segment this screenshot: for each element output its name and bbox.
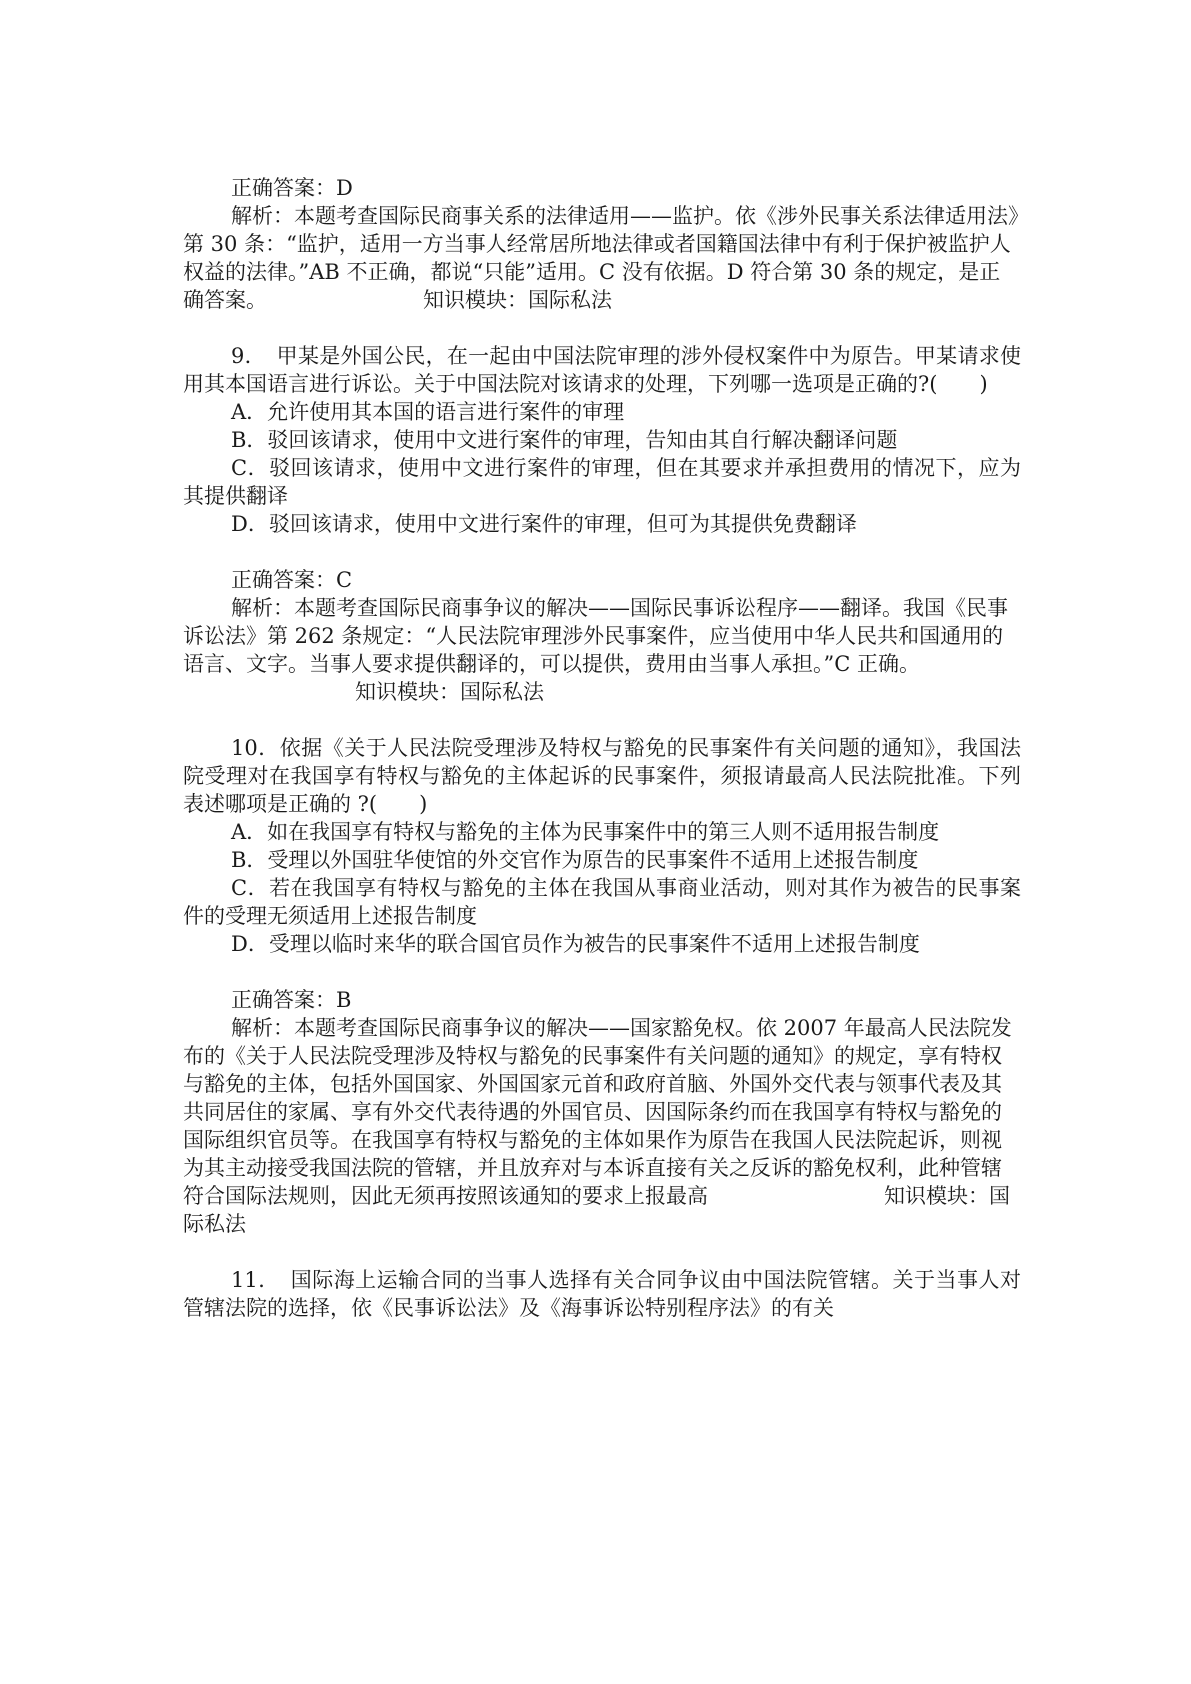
q9-answer: 正确答案：C [231,568,353,592]
q8-answer: 正确答案：D [231,176,353,200]
q10-analysis [183,1014,1021,1238]
spacer [183,958,1021,986]
spacer [183,1238,1021,1266]
q10-analysis-text: 解析：本题考查国际民商事争议的解决——国家豁免权。依 2007 年最高人民法院发布的《关于人民法院受理涉及特权与豁免的民事案件有关问题的通知》的规定，享有特权与豁免的主体，包括外国国家、外国国家元首和政府首脑、外国外交代表与领事代表及其共同居住的家属、享有外交代表待遇的外国官员、因国际条约而在我国享有特权与豁免的国际组织官员等。在我国享有特权与豁免的主体如果作为原告在我国人民法院起诉，则视为其主动接受我国法院的管辖，并且放弃对与本诉直接有关之反诉的豁免权利，此种管辖符合国际法规则，因此无须再按照该通知的要求上报最高 [183,1016,1012,1208]
spacer [183,706,1021,734]
q9-stem: 9． 甲某是外国公民，在一起由中国法院审理的涉外侵权案件中为原告。甲某请求使用其本国语言进行诉讼。关于中国法院对该请求的处理，下列哪一选项是正确的?( ) [183,344,1021,396]
q10-answer: 正确答案：B [231,988,352,1012]
q10-module: 知识模块：国际私法 [183,1184,1010,1236]
q8-analysis-text: 解析：本题考查国际民商事关系的法律适用——监护。依《涉外民事关系法律适用法》第 30 条：“监护，适用一方当事人经常居所地法律或者国籍国法律中有利于保护被监护人权益的法律。”AB 不正确，都说“只能”适用。C 没有依据。D 符合第 30 条的规定，是正确答案。 [183,204,1019,312]
q9-analysis [183,594,1021,706]
q10-option-a: A．如在我国享有特权与豁免的主体为民事案件中的第三人则不适用报告制度 [231,820,940,844]
q8-module: 知识模块：国际私法 [423,288,612,312]
q9-option-d: D．驳回该请求，使用中文进行案件的审理，但可为其提供免费翻译 [231,512,857,536]
q9-analysis-text: 解析：本题考查国际民商事争议的解决——国际民事诉讼程序——翻译。我国《民事诉讼法》第 262 条规定：“人民法院审理涉外民事案件，应当使用中华人民共和国通用的语言、文字。当事人要求提供翻译的，可以提供，费用由当事人承担。”C 正确。 [183,596,1008,676]
spacer [183,538,1021,566]
q9-module: 知识模块：国际私法 [355,680,544,704]
q8-analysis [183,202,1021,314]
q9-option-a: A．允许使用其本国的语言进行案件的审理 [231,400,625,424]
document-page [183,174,1021,1322]
q10-option-b: B．受理以外国驻华使馆的外交官作为原告的民事案件不适用上述报告制度 [231,848,919,872]
q10-stem: 10．依据《关于人民法院受理涉及特权与豁免的民事案件有关问题的通知》，我国法院受理对在我国享有特权与豁免的主体起诉的民事案件，须报请最高人民法院批准。下列表述哪项是正确的 ?( ) [183,736,1021,816]
q9-option-b: B．驳回该请求，使用中文进行案件的审理，告知由其自行解决翻译问题 [231,428,898,452]
q10-option-c: C．若在我国享有特权与豁免的主体在我国从事商业活动，则对其作为被告的民事案件的受理无须适用上述报告制度 [183,876,1021,928]
q11-stem: 11． 国际海上运输合同的当事人选择有关合同争议由中国法院管辖。关于当事人对管辖法院的选择，依《民事诉讼法》及《海事诉讼特别程序法》的有关 [183,1268,1021,1320]
q10-option-d: D．受理以临时来华的联合国官员作为被告的民事案件不适用上述报告制度 [231,932,920,956]
q9-option-c: C．驳回该请求，使用中文进行案件的审理，但在其要求并承担费用的情况下，应为其提供翻译 [183,456,1021,508]
spacer [183,314,1021,342]
